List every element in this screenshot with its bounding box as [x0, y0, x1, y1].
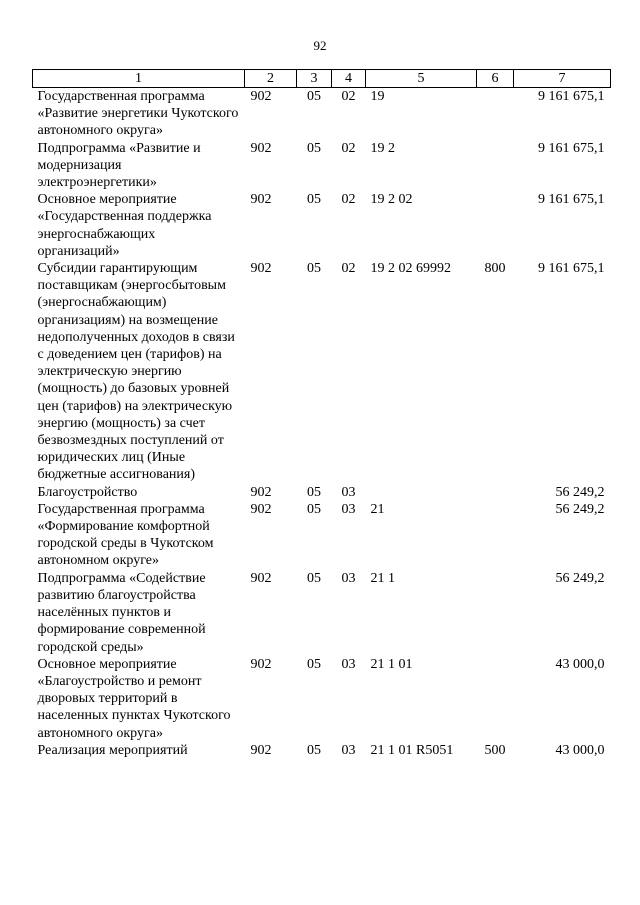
subsection-code: 02: [341, 192, 356, 208]
budget-table: [32, 69, 611, 759]
admin-code: 902: [250, 140, 272, 156]
section-code: 05: [307, 484, 321, 500]
subsection-code: 03: [341, 501, 356, 517]
col-header-6: 6: [477, 70, 514, 88]
col-header-5: 5: [366, 70, 477, 88]
section-code: 05: [307, 570, 321, 586]
expense-type: [477, 484, 514, 501]
amount: 9 161 675,1: [538, 140, 605, 156]
section-code: 05: [307, 261, 321, 277]
target-article: 19 2 02 69992: [370, 261, 451, 277]
admin-code: 902: [250, 742, 272, 758]
admin-code: 902: [250, 501, 272, 517]
col-header-3: 3: [297, 70, 332, 88]
page-number: 92: [313, 38, 327, 53]
section-code: 05: [307, 140, 321, 156]
target-article: 19: [370, 89, 385, 104]
expense-type: 500: [484, 742, 506, 758]
row-name: Подпрограмма «Содействие развитию благоустройства населённых пунктов и формирование современной городской среды»: [37, 570, 206, 655]
target-article: 21 1 01: [370, 656, 413, 672]
row-name: Благоустройство: [37, 484, 138, 500]
table-row: [33, 484, 611, 501]
expense-type: [477, 140, 514, 192]
subsection-code: 03: [341, 742, 356, 758]
subsection-code: 02: [341, 261, 356, 277]
table-row: [33, 656, 611, 742]
table-row: [33, 742, 611, 759]
col-header-7: 7: [514, 70, 611, 88]
row-name: Подпрограмма «Развитие и модернизация электроэнергетики»: [37, 140, 201, 191]
amount: 43 000,0: [555, 656, 605, 672]
row-name: Основное мероприятие «Государственная поддержка энергоснабжающих организаций»: [37, 192, 212, 259]
col-header-1: 1: [33, 70, 245, 88]
section-code: 05: [307, 501, 321, 517]
admin-code: 902: [250, 656, 272, 672]
amount: 9 161 675,1: [538, 192, 605, 208]
section-code: 05: [307, 89, 321, 104]
amount: 56 249,2: [555, 484, 605, 500]
target-article: 21 1: [370, 570, 395, 586]
section-code: 05: [307, 656, 321, 672]
admin-code: 902: [250, 89, 272, 104]
admin-code: 902: [250, 570, 272, 586]
table-row: [33, 191, 611, 260]
table-row: [33, 501, 611, 570]
admin-code: 902: [250, 192, 272, 208]
amount: 9 161 675,1: [538, 89, 605, 104]
target-article: 19 2 02: [370, 192, 413, 208]
row-name: Государственная программа «Развитие энергетики Чукотского автономного округа»: [37, 89, 239, 139]
table-row: [33, 570, 611, 656]
expense-type: 800: [484, 261, 506, 277]
row-name: Государственная программа «Формирование комфортной городской среды в Чукотском автономном округе»: [37, 501, 214, 569]
col-header-2: 2: [245, 70, 297, 88]
section-code: 05: [307, 192, 321, 208]
section-code: 05: [307, 742, 321, 758]
header-row: [33, 70, 611, 88]
expense-type: [477, 88, 514, 140]
row-name: Основное мероприятие «Благоустройство и ремонт дворовых территорий в населенных пунктах Чукотского автономного округа»: [37, 656, 231, 741]
col-header-4: 4: [332, 70, 366, 88]
table-row: [33, 88, 611, 140]
amount: 43 000,0: [555, 742, 605, 758]
subsection-code: 03: [341, 570, 356, 586]
table-row: [33, 140, 611, 192]
amount: 9 161 675,1: [538, 261, 605, 277]
subsection-code: 02: [341, 89, 356, 104]
admin-code: 902: [250, 261, 272, 277]
amount: 56 249,2: [555, 501, 605, 517]
admin-code: 902: [250, 484, 272, 500]
target-article: 21 1 01 R5051: [370, 742, 454, 758]
expense-type: [477, 570, 514, 656]
subsection-code: 03: [341, 484, 356, 500]
amount: 56 249,2: [555, 570, 605, 586]
subsection-code: 03: [341, 656, 356, 672]
expense-type: [477, 501, 514, 570]
row-name: Реализация мероприятий: [37, 742, 188, 758]
subsection-code: 02: [341, 140, 356, 156]
target-article: [366, 484, 477, 501]
row-name: Субсидии гарантирующим поставщикам (энергосбытовым (энергоснабжающим) организациям) на возмещение недополученных доходов в связи с доведением цен (тарифов) на электрическую энергию (мощность) до базовых уровней цен (тарифов) на электрическую энергию (мощность) за счет безвозмездных поступлений от юридических лиц (Иные бюджетные ассигнования): [37, 261, 235, 483]
target-article: 21: [370, 501, 385, 517]
expense-type: [477, 191, 514, 260]
expense-type: [477, 656, 514, 742]
table-row: [33, 260, 611, 484]
target-article: 19 2: [370, 140, 395, 156]
